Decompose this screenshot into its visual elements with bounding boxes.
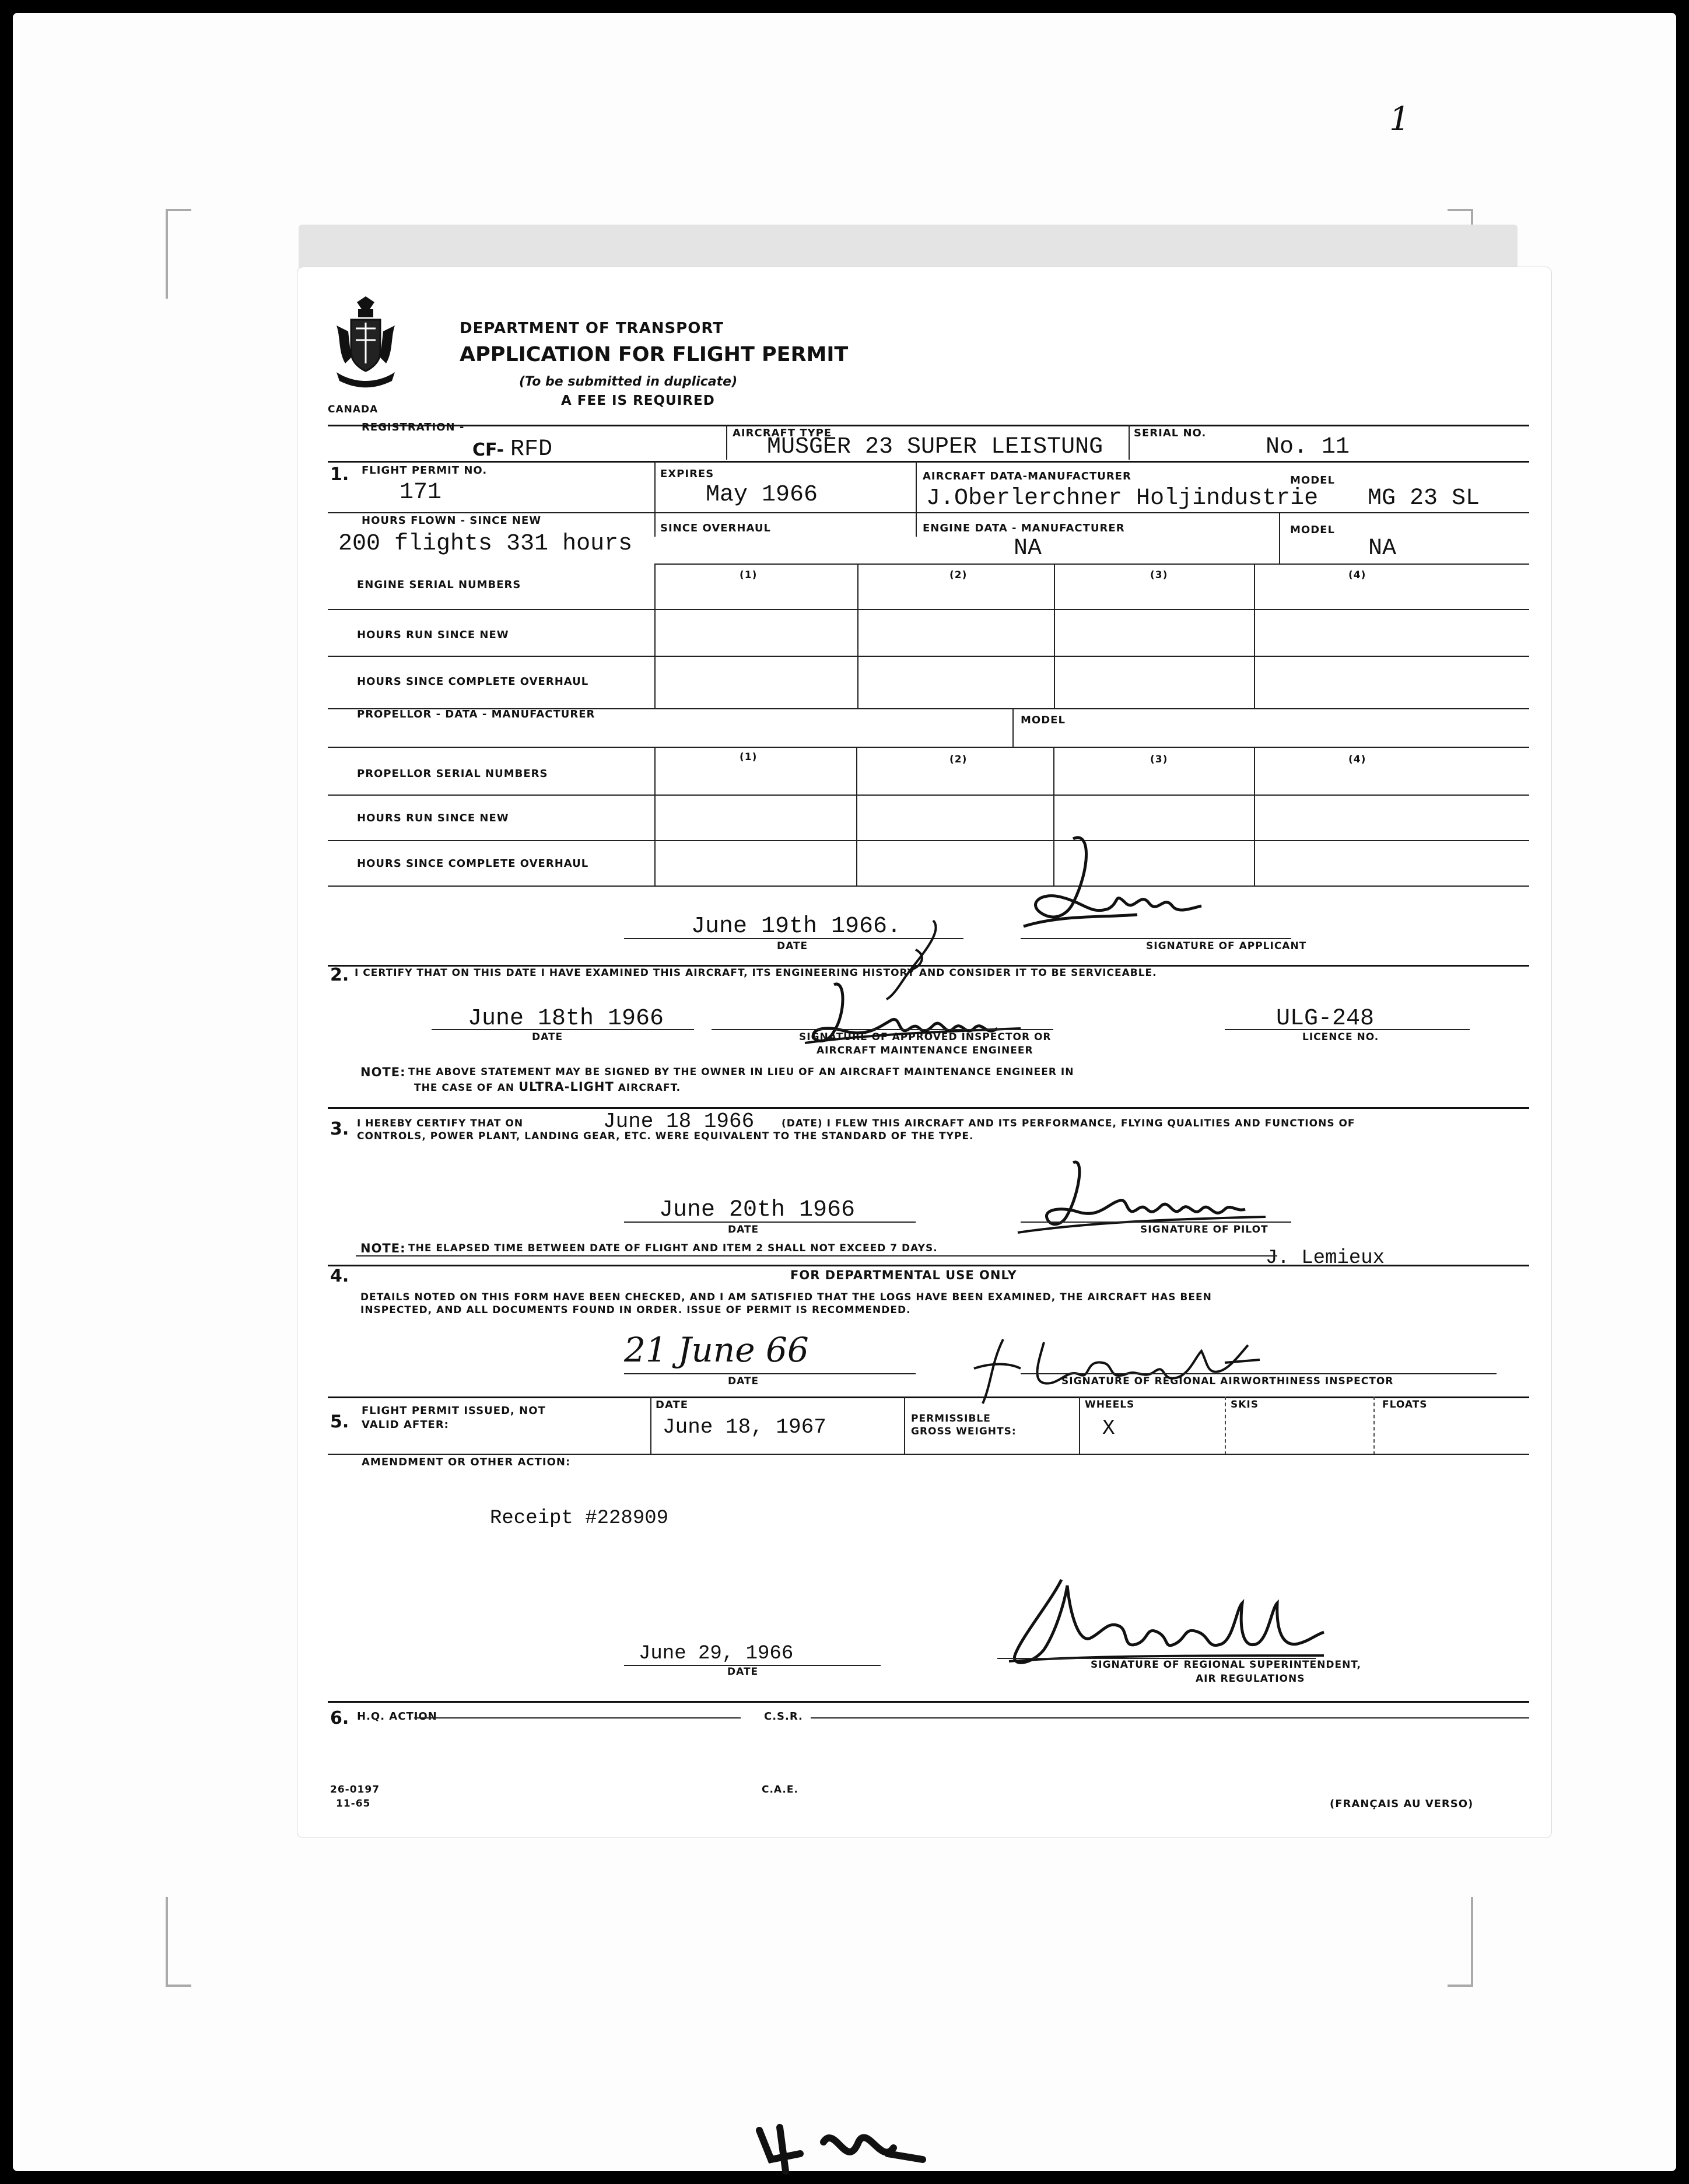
hours-flown-label: HOURS FLOWN - SINCE NEW: [362, 514, 542, 527]
rule-v-s5-e: [1373, 1396, 1375, 1455]
form-subtitle: (To be submitted in duplicate): [519, 374, 738, 389]
manufacturer-label: AIRCRAFT DATA-MANUFACTURER: [923, 470, 1131, 482]
rule-section2-top: [328, 965, 1529, 967]
engine-row-line-1: [328, 609, 1529, 610]
section3-certify-text-b: (DATE) I FLEW THIS AIRCRAFT AND ITS PERFORMANCE, FLYING QUALITIES AND FUNCTIONS OF: [782, 1118, 1355, 1129]
csr-line: [811, 1717, 1529, 1718]
section3-note-underline: [356, 1255, 1277, 1256]
section3-note-text: THE ELAPSED TIME BETWEEN DATE OF FLIGHT AND ITEM 2 SHALL NOT EXCEED 7 DAYS.: [408, 1242, 938, 1254]
section3-note-label: NOTE:: [360, 1241, 406, 1255]
country-label: CANADA: [328, 404, 379, 415]
superintendent-date-label: DATE: [727, 1666, 759, 1678]
issued-label-1: FLIGHT PERMIT ISSUED, NOT: [362, 1405, 546, 1417]
crop-mark-bottom-right: [1448, 1897, 1473, 1987]
section4-heading: FOR DEPARTMENTAL USE ONLY: [790, 1268, 1017, 1282]
section3-signature-line: [1021, 1222, 1291, 1223]
section2-date-line: [432, 1029, 694, 1030]
section4-number: 4.: [330, 1266, 349, 1286]
aircraft-type-value: MUSGER 23 SUPER LEISTUNG: [767, 434, 1103, 460]
wheels-value: X: [1102, 1416, 1115, 1440]
superintendent-signature-label-2: AIR REGULATIONS: [1196, 1673, 1305, 1685]
rule-s1-mid: [328, 512, 1529, 513]
engine-col-3: (3): [1150, 569, 1168, 581]
wheels-label: WHEELS: [1085, 1399, 1135, 1410]
engine-table-col-line-3: [1054, 564, 1055, 709]
propeller-model-label: MODEL: [1021, 714, 1066, 726]
section1-number: 1.: [330, 464, 349, 485]
licence-line: [1225, 1029, 1470, 1030]
applicant-date-label: DATE: [777, 940, 808, 952]
floats-label: FLOATS: [1382, 1399, 1428, 1410]
registration-prefix: CF-: [472, 440, 504, 460]
section2-date-label: DATE: [532, 1031, 563, 1043]
fee-note: A FEE IS REQUIRED: [561, 393, 715, 408]
section3-date-line: [624, 1222, 916, 1223]
rule-s5-bottom: [328, 1454, 1529, 1455]
engine-mfr-label: ENGINE DATA - MANUFACTURER: [923, 522, 1125, 534]
propeller-col-1: (1): [740, 751, 758, 763]
crop-mark-bottom-left: [166, 1897, 191, 1987]
section4-date-label: DATE: [728, 1376, 759, 1387]
engine-row-serial: ENGINE SERIAL NUMBERS: [357, 579, 521, 591]
rule-section5-top: [328, 1396, 1529, 1398]
serial-value: No. 11: [1266, 434, 1350, 460]
propeller-table-col-line-1: [654, 747, 656, 887]
expires-value: May 1966: [706, 482, 818, 508]
receipt-value: Receipt #228909: [490, 1507, 669, 1530]
propeller-table-col-line-2: [856, 747, 857, 887]
form-title: APPLICATION FOR FLIGHT PERMIT: [460, 343, 849, 366]
registration-value: RFD: [510, 436, 553, 463]
french-verso-note: (FRANÇAIS AU VERSO): [1330, 1798, 1474, 1810]
section2-note-line-2: [414, 1080, 681, 1094]
engine-col-1: (1): [740, 569, 758, 581]
bottom-scribble: [748, 2119, 934, 2183]
permit-no-value: 171: [400, 480, 442, 506]
section5-date-value: June 18, 1967: [663, 1415, 826, 1439]
section2-note-text-2c: AIRCRAFT.: [614, 1082, 681, 1094]
coat-of-arms-emblem: [334, 296, 398, 395]
propeller-row-hours-new: HOURS RUN SINCE NEW: [357, 812, 509, 824]
applicant-date-value: June 19th 1966.: [691, 914, 902, 940]
skis-label: SKIS: [1231, 1399, 1259, 1410]
engine-table-col-line-4: [1254, 564, 1255, 709]
propeller-col-4: (4): [1348, 754, 1366, 765]
registration-label: REGISTRATION -: [362, 421, 465, 433]
weights-label-1: PERMISSIBLE: [911, 1413, 991, 1424]
rule-v-prop-model: [1012, 709, 1014, 747]
section3-number: 3.: [330, 1119, 349, 1139]
department-heading: DEPARTMENT OF TRANSPORT: [460, 320, 724, 337]
rule-v-s1-c: [1279, 512, 1280, 565]
engine-table-col-line-2: [857, 564, 858, 709]
propeller-table-col-line-4: [1254, 747, 1255, 887]
section5-date-label: DATE: [656, 1399, 689, 1411]
propeller-row-serial: PROPELLOR SERIAL NUMBERS: [357, 768, 548, 780]
applicant-signature-line: [1021, 938, 1291, 939]
engine-row-hours-new: HOURS RUN SINCE NEW: [357, 629, 509, 641]
rule-section3-top: [328, 1107, 1529, 1109]
model-value: MG 23 SL: [1368, 485, 1480, 512]
manufacturer-value: J.Oberlerchner Holjindustrie: [926, 485, 1319, 512]
section4-signature-label: SIGNATURE OF REGIONAL AIRWORTHINESS INSPECTOR: [1061, 1376, 1394, 1387]
section3-date-label: DATE: [728, 1224, 759, 1236]
rule-section1-top: [328, 461, 1529, 463]
engine-model-value: NA: [1368, 536, 1397, 562]
rule-v-s5-d: [1225, 1396, 1226, 1455]
propeller-row-line-2: [328, 840, 1529, 841]
hours-flown-value: 200 flights 331 hours: [338, 531, 633, 557]
applicant-signature-label: SIGNATURE OF APPLICANT: [1146, 940, 1307, 952]
amendment-label: AMENDMENT OR OTHER ACTION:: [362, 1456, 571, 1468]
section6-number: 6.: [330, 1708, 349, 1728]
rule-v-s5-c: [1079, 1396, 1080, 1455]
engine-table: [328, 564, 1529, 709]
issued-label-2: VALID AFTER:: [362, 1419, 449, 1431]
propeller-row-line-1: [328, 794, 1529, 796]
section2-signature-line: [712, 1029, 1053, 1030]
rule-v-s5-a: [650, 1396, 651, 1455]
aircraft-type-label: AIRCRAFT TYPE: [733, 427, 832, 439]
superintendent-date-value: June 29, 1966: [639, 1643, 794, 1665]
engine-col-4: (4): [1348, 569, 1366, 581]
section4-text-2: INSPECTED, AND ALL DOCUMENTS FOUND IN ORDER. ISSUE OF PERMIT IS RECOMMENDED.: [360, 1304, 911, 1316]
rule-v-row1-a: [726, 425, 727, 460]
propeller-col-2: (2): [949, 754, 968, 765]
flight-permit-form: [297, 267, 1551, 1838]
section2-note-text-2a: THE CASE OF AN: [414, 1082, 519, 1094]
licence-value: ULG-248: [1276, 1006, 1375, 1032]
crop-mark-top-left: [166, 209, 191, 299]
weights-label-2: GROSS WEIGHTS:: [911, 1426, 1017, 1437]
superintendent-signature-label-1: SIGNATURE OF REGIONAL SUPERINTENDENT,: [1091, 1659, 1361, 1671]
page-mark: 1: [1389, 100, 1410, 138]
expires-label: EXPIRES: [660, 468, 714, 480]
section3-date-value: June 20th 1966: [659, 1197, 856, 1223]
section5-number: 5.: [330, 1412, 349, 1432]
section2-note-text-2b: ULTRA-LIGHT: [518, 1080, 614, 1094]
section3-flight-date: June 18 1966: [603, 1110, 755, 1133]
engine-mfr-value: NA: [1014, 536, 1042, 562]
section2-signature-label-1: SIGNATURE OF APPROVED INSPECTOR OR: [799, 1031, 1052, 1043]
hq-action-line: [414, 1717, 741, 1718]
since-overhaul-label: SINCE OVERHAUL: [660, 522, 771, 534]
permit-no-label: FLIGHT PERMIT NO.: [362, 464, 488, 477]
rule-v-s5-b: [904, 1396, 905, 1455]
form-date: 11-65: [336, 1798, 371, 1810]
applicant-signature: [1003, 827, 1213, 944]
section3-certify-text-a: I HEREBY CERTIFY THAT ON: [357, 1118, 524, 1129]
propeller-col-3: (3): [1150, 754, 1168, 765]
section2-note-label: NOTE:: [360, 1065, 406, 1079]
engine-col-2: (2): [949, 569, 968, 581]
section2-signature-label-2: AIRCRAFT MAINTENANCE ENGINEER: [817, 1045, 1033, 1056]
section3-certify-text-c: CONTROLS, POWER PLANT, LANDING GEAR, ETC. WERE EQUIVALENT TO THE STANDARD OF THE TYPE.: [357, 1130, 974, 1142]
section4-date-line: [624, 1373, 916, 1374]
section2-date-value: June 18th 1966: [468, 1006, 664, 1032]
section2-note-text-1: THE ABOVE STATEMENT MAY BE SIGNED BY THE OWNER IN LIEU OF AN AIRCRAFT MAINTENANCE ENGINEER IN: [408, 1066, 1074, 1078]
engine-model-label: MODEL: [1290, 524, 1335, 536]
rule-v-row1-b: [1129, 425, 1130, 460]
engine-row-line-2: [328, 656, 1529, 657]
rule-section6-top: [328, 1701, 1529, 1703]
rule-v-s1-a: [654, 461, 656, 537]
propeller-row-hours-overhaul: HOURS SINCE COMPLETE OVERHAUL: [357, 858, 589, 870]
csr-label: C.S.R.: [764, 1710, 803, 1723]
form-number: 26-0197: [330, 1784, 380, 1796]
propeller-table: [328, 747, 1529, 887]
section4-date-value: 21 June 66: [624, 1330, 809, 1370]
model-label: MODEL: [1290, 474, 1335, 487]
propeller-mfr-label: PROPELLOR - DATA - MANUFACTURER: [357, 708, 595, 720]
propeller-row-line-3: [328, 886, 1529, 887]
engine-row-hours-overhaul: HOURS SINCE COMPLETE OVERHAUL: [357, 676, 589, 688]
rule-v-s1-b: [916, 461, 917, 537]
rule-top: [328, 425, 1529, 426]
engine-table-col-line-1: [654, 564, 656, 709]
cae-label: C.A.E.: [762, 1784, 798, 1796]
hq-action-label: H.Q. ACTION: [357, 1710, 437, 1723]
section3-signature-label: SIGNATURE OF PILOT: [1140, 1224, 1268, 1236]
section2-certify-text: I CERTIFY THAT ON THIS DATE I HAVE EXAMINED THIS AIRCRAFT, ITS ENGINEERING HISTORY AND CONSIDER IT TO BE SERVICEABLE.: [355, 967, 1157, 979]
rule-section4-top: [328, 1265, 1529, 1266]
section4-signature-line: [1021, 1373, 1497, 1374]
serial-label: SERIAL NO.: [1134, 427, 1207, 439]
section2-number: 2.: [330, 965, 349, 985]
section4-text-1: DETAILS NOTED ON THIS FORM HAVE BEEN CHECKED, AND I AM SATISFIED THAT THE LOGS HAVE BEEN EXAMINED, THE AIRCRAFT HAS BEEN: [360, 1292, 1212, 1303]
pilot-name: J. Lemieux: [1266, 1247, 1385, 1269]
licence-label: LICENCE NO.: [1302, 1031, 1379, 1043]
